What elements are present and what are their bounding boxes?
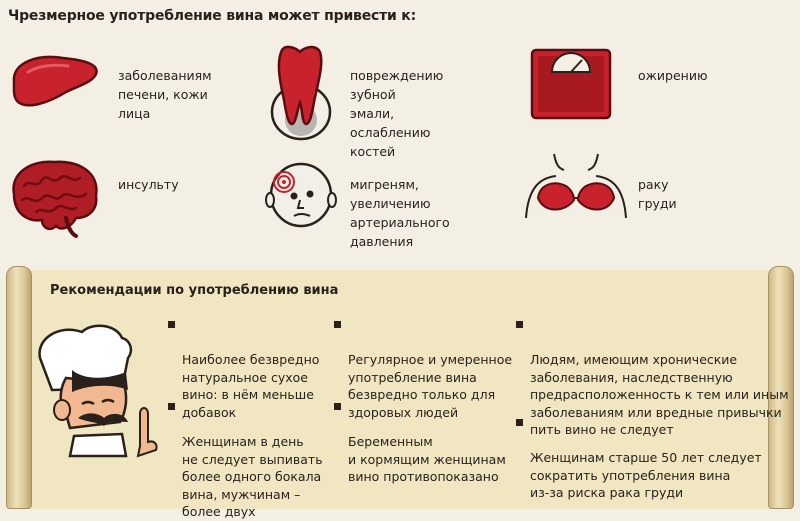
effect-label: мигреням, увеличению артериального давления [350,177,450,249]
recommendation-text: Беременным и кормящим женщинам вино противопоказано [348,434,506,484]
headache-face-icon [264,160,338,230]
bullet-icon [334,403,341,410]
breast-icon [520,150,632,220]
brain-icon [6,156,102,238]
recommendation-text: Регулярное и умеренное употребление вина безвредно только для здоровых людей [348,352,513,420]
bullet-icon [516,321,523,328]
recommendation-text: Наиболее безвредно натуральное сухое вино: в нём меньше добавок [182,352,320,420]
effect-label: раку груди [638,177,677,211]
page-title: Чрезмерное употребление вина может привести к: [8,8,417,24]
tooth-icon [268,42,332,142]
scroll-roll-left [6,266,32,509]
effect-label: инсульту [118,177,179,192]
bullet-icon [516,419,523,426]
scale-icon [530,48,612,120]
effect-label: ожирению [638,68,708,83]
recommendation-text: Женщинам старше 50 лет следует сократить употребления вина из-за риска рака груди [530,450,762,500]
recommendation-item [334,398,506,486]
recommendation-text: Женщинам в день не следует выпивать более одного бокала вина, мужчинам – более двух [182,434,323,519]
liver-icon [8,52,102,112]
doctor-icon [30,318,170,458]
bullet-icon [168,321,175,328]
bullet-icon [168,403,175,410]
effect-label: заболеваниям печени, кожи лица [118,68,212,121]
effect-label: повреждению зубной эмали, ослаблению костей [350,68,444,159]
bullet-icon [334,321,341,328]
recommendations-title: Рекомендации по употреблению вина [50,283,339,298]
recommendation-item [516,414,762,502]
recommendation-text: Людям, имеющим хронические заболевания, наследственную предрасположенность к тем или иным заболеваниям или вредные привычки пить вино не следует [530,352,789,437]
recommendation-item [168,398,323,521]
